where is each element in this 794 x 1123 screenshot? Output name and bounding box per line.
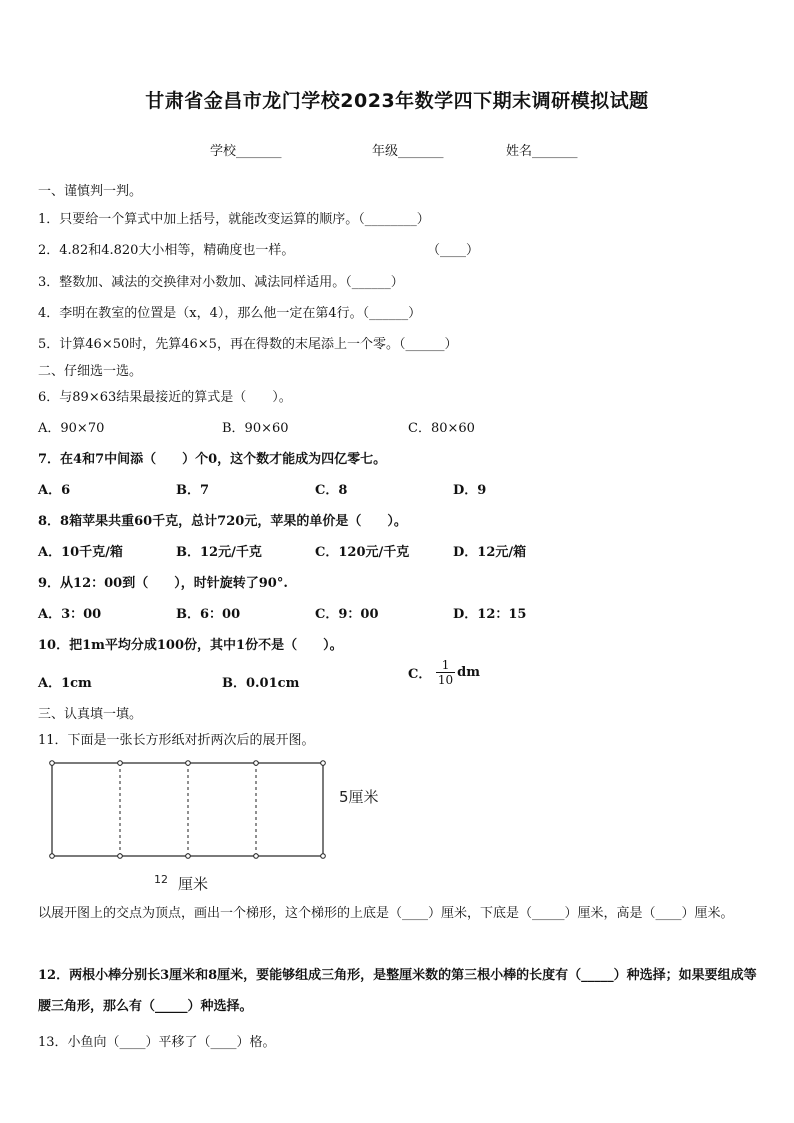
question-8-option-b: B．12元/千克: [176, 545, 262, 560]
question-9: 9．从12：00到（ ），时针旋转了90°.: [38, 576, 288, 591]
question-9-option-b: B．6：00: [176, 607, 241, 622]
option-c-prefix: C．: [408, 667, 432, 682]
question-7-option-a: A．6: [38, 483, 71, 498]
school-field: 学校_______: [210, 144, 282, 159]
fraction-numerator: 1: [436, 658, 455, 673]
question-11: 11．下面是一张长方形纸对折两次后的展开图。: [38, 733, 315, 748]
width-number: 12: [154, 873, 168, 886]
width-unit: 厘米: [178, 875, 209, 893]
question-1: 1．只要给一个算式中加上括号，就能改变运算的顺序。（________）: [38, 212, 430, 227]
grade-field: 年级_______: [372, 144, 444, 159]
question-6-option-a: A．90×70: [38, 421, 105, 436]
question-4: 4．李明在教室的位置是（x，4），那么他一定在第4行。（______）: [38, 306, 422, 321]
question-3: 3．整数加、减法的交换律对小数加、减法同样适用。（______）: [38, 275, 404, 290]
question-8-option-c: C．120元/千克: [315, 545, 410, 560]
question-9-option-a: A．3：00: [38, 607, 102, 622]
width-label: [154, 873, 208, 894]
fraction: [436, 658, 455, 687]
question-7-option-c: C．8: [315, 483, 348, 498]
section1-heading: 一、谨慎判一判。: [38, 184, 143, 199]
option-c-unit: dm: [457, 665, 481, 680]
question-8-option-d: D．12元/箱: [453, 545, 527, 560]
question-10-option-a: A．1cm: [38, 676, 92, 691]
question-10-option-c: [408, 658, 480, 687]
question-7-option-b: B．7: [176, 483, 210, 498]
question-13: 13．小鱼向（____）平移了（____）格。: [38, 1035, 276, 1050]
question-7: 7．在4和7中间添（ ）个0，这个数才能成为四亿零七。: [38, 452, 387, 467]
question-10-option-b: B．0.01cm: [222, 676, 300, 691]
question-9-option-c: C．9：00: [315, 607, 379, 622]
question-9-option-d: D．12：15: [453, 607, 527, 622]
question-12: 12．两根小棒分别长3厘米和8厘米，要能够组成三角形，是整厘米数的第三根小棒的长度有（_____）种选择；如果要组成等腰三角形，那么有（_____）种选择。: [38, 968, 757, 1014]
question-10: 10．把1m平均分成100份，其中1份不是（ ）。: [38, 638, 343, 653]
unfolded-paper-figure: [44, 756, 334, 868]
section3-heading: 三、认真填一填。: [38, 707, 143, 722]
question-8: 8．8箱苹果共重60千克，总计720元，苹果的单价是（ ）。: [38, 514, 407, 529]
question-7-option-d: D．9: [453, 483, 487, 498]
question-5: 5．计算46×50时，先算46×5，再在得数的末尾添上一个零。（______）: [38, 337, 458, 352]
question-6-option-b: B．90×60: [222, 421, 289, 436]
question-6: 6．与89×63结果最接近的算式是（ ）。: [38, 390, 292, 405]
name-field: 姓名_______: [506, 144, 578, 159]
question-8-option-a: A．10千克/箱: [38, 545, 123, 560]
section2-heading: 二、仔细选一选。: [38, 364, 143, 379]
height-label: 5厘米: [339, 788, 379, 806]
question-2: 2．4.82和4.820大小相等，精确度也一样。: [38, 243, 295, 258]
fraction-denominator: 10: [437, 673, 454, 687]
question-6-option-c: C．80×60: [408, 421, 475, 436]
page-title: 甘肃省金昌市龙门学校2023年数学四下期末调研模拟试题: [145, 90, 649, 112]
question-11-text: 以展开图上的交点为顶点，画出一个梯形，这个梯形的上底是（____）厘米，下底是（_____）厘米，高是（____）厘米。: [38, 906, 734, 921]
question-2-blank: （____）: [427, 243, 480, 258]
